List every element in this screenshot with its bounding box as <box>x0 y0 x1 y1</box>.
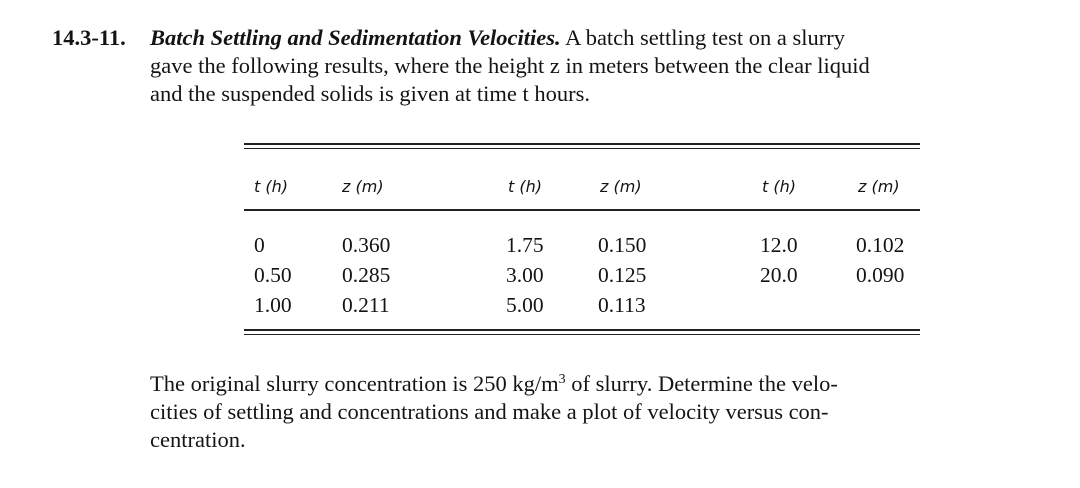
cell-r2-c2: 0.285 <box>342 263 391 287</box>
data-table <box>244 143 920 335</box>
closing-line-1 <box>150 370 1010 398</box>
cell-r1-c4: 0.150 <box>598 233 647 257</box>
closing-line-1-text: The original slurry concentration is 250 kg/m <box>150 371 559 396</box>
header-t-3: t (h) <box>762 177 796 196</box>
header-t-1: t (h) <box>254 177 288 196</box>
cell-r3-c1: 1.00 <box>254 293 292 317</box>
cell-r1-c6: 0.102 <box>856 233 905 257</box>
cell-r3-c2: 0.211 <box>342 293 390 317</box>
problem-statement <box>52 24 1022 108</box>
intro-line-3: and the suspended solids is given at time t hours. <box>150 81 590 106</box>
closing-line-2: cities of settling and concentrations and make a plot of velocity versus con- <box>150 399 829 424</box>
problem-title: Batch Settling and Sedimentation Velocities. <box>150 25 561 50</box>
header-t-2: t (h) <box>508 177 542 196</box>
table-body <box>244 211 920 329</box>
cell-r2-c3: 3.00 <box>506 263 544 287</box>
table-header-row <box>244 149 920 209</box>
closing-line-3: centration. <box>150 427 246 452</box>
cell-r2-c5: 20.0 <box>760 263 798 287</box>
cell-r1-c5: 12.0 <box>760 233 798 257</box>
closing-paragraph <box>150 370 1010 454</box>
intro-line-2: gave the following results, where the height z in meters between the clear liquid <box>150 53 870 78</box>
cell-r1-c2: 0.360 <box>342 233 391 257</box>
closing-line-1-tail: of slurry. Determine the velo- <box>565 371 838 396</box>
intro-line-1: A batch settling test on a slurry <box>565 25 846 50</box>
cell-r2-c1: 0.50 <box>254 263 292 287</box>
superscript-3: 3 <box>558 372 566 387</box>
cell-r1-c1: 0 <box>254 233 265 257</box>
cell-r3-c4: 0.113 <box>598 293 646 317</box>
problem-heading-line <box>52 24 1022 52</box>
cell-r2-c6: 0.090 <box>856 263 905 287</box>
cell-r2-c4: 0.125 <box>598 263 647 287</box>
table-bottom-rule <box>244 329 920 335</box>
cell-r3-c3: 5.00 <box>506 293 544 317</box>
problem-number: 14.3-11. <box>52 25 126 50</box>
header-z-2: z (m) <box>600 177 642 196</box>
header-z-3: z (m) <box>858 177 900 196</box>
header-z-1: z (m) <box>342 177 384 196</box>
cell-r1-c3: 1.75 <box>506 233 544 257</box>
